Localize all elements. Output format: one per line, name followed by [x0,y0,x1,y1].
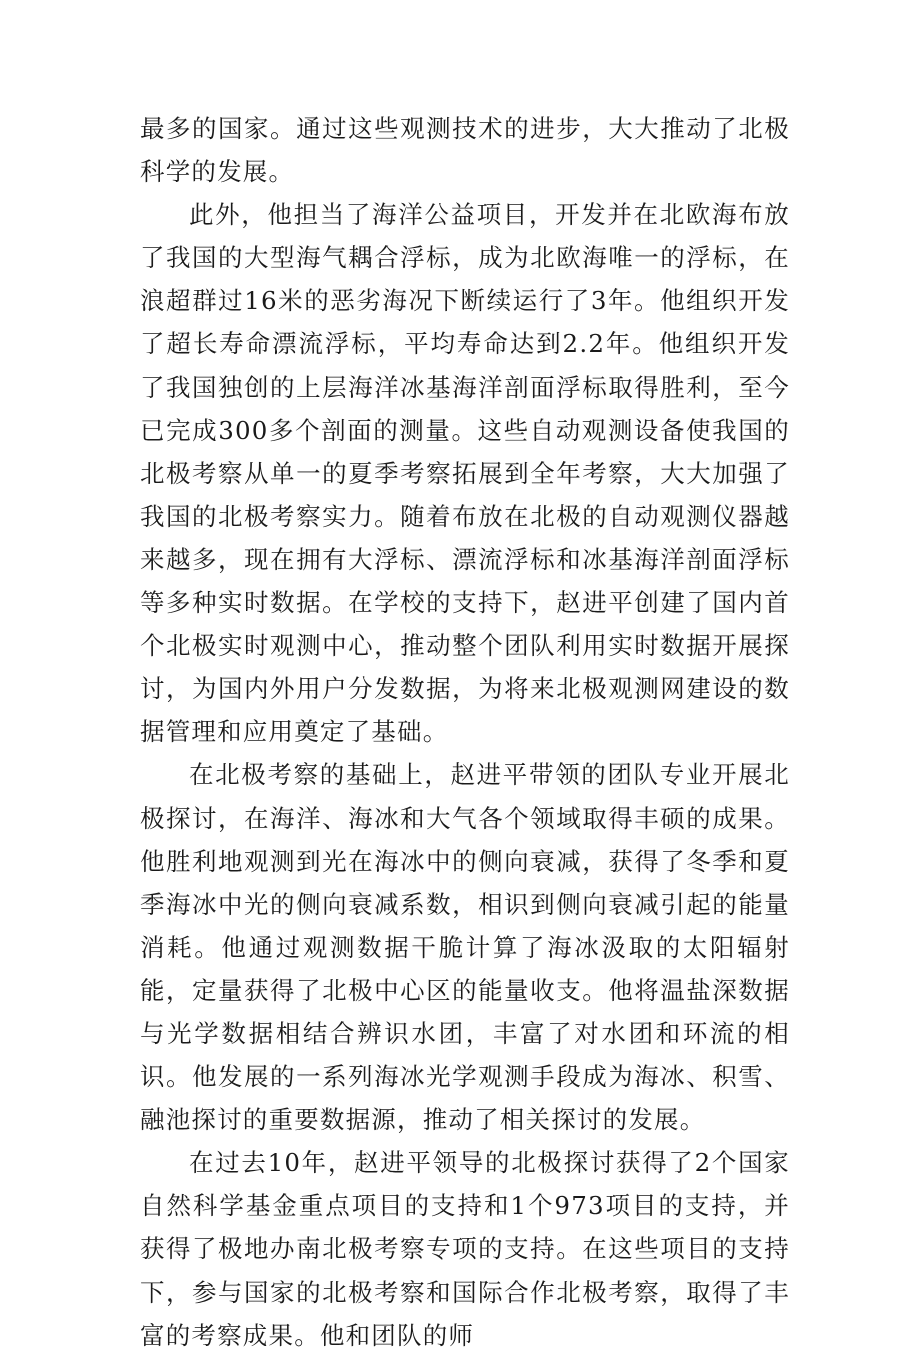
paragraph-buoy-projects: 此外，他担当了海洋公益项目，开发并在北欧海布放了我国的大型海气耦合浮标，成为北欧海唯一的浮标，在浪超群过16米的恶劣海况下断续运行了3年。他组织开发了超长寿命漂流浮标，平均寿命达到2.2年。他组织开发了我国独创的上层海洋冰基海洋剖面浮标取得胜利，至今已完成300多个剖面的测量。这些自动观测设备使我国的北极考察从单一的夏季考察拓展到全年考察，大大加强了我国的北极考察实力。随着布放在北极的自动观测仪器越来越多，现在拥有大浮标、漂流浮标和冰基海洋剖面浮标等多种实时数据。在学校的支持下，赵进平创建了国内首个北极实时观测中心，推动整个团队利用实时数据开展探讨，为国内外用户分发数据，为将来北极观测网建设的数据管理和应用奠定了基础。 [140,200,790,747]
paragraph-continuation: 最多的国家。通过这些观测技术的进步，大大推动了北极科学的发展。 [140,114,790,187]
paragraph-funding: 在过去10年，赵进平领导的北极探讨获得了2个国家自然科学基金重点项目的支持和1个973项目的支持，并获得了极地办南北极考察专项的支持。在这些项目的支持下，参与国家的北极考察和国际合作北极考察，取得了丰富的考察成果。他和团队的师 [140,1148,790,1350]
document-body [140,107,790,1357]
paragraph-research-results: 在北极考察的基础上，赵进平带领的团队专业开展北极探讨，在海洋、海冰和大气各个领域取得丰硕的成果。他胜利地观测到光在海冰中的侧向衰减，获得了冬季和夏季海冰中光的侧向衰减系数，相识到侧向衰减引起的能量消耗。他通过观测数据干脆计算了海冰汲取的太阳辐射能，定量获得了北极中心区的能量收支。他将温盐深数据与光学数据相结合辨识水团，丰富了对水团和环流的相识。他发展的一系列海冰光学观测手段成为海冰、积雪、融池探讨的重要数据源，推动了相关探讨的发展。 [140,760,790,1135]
